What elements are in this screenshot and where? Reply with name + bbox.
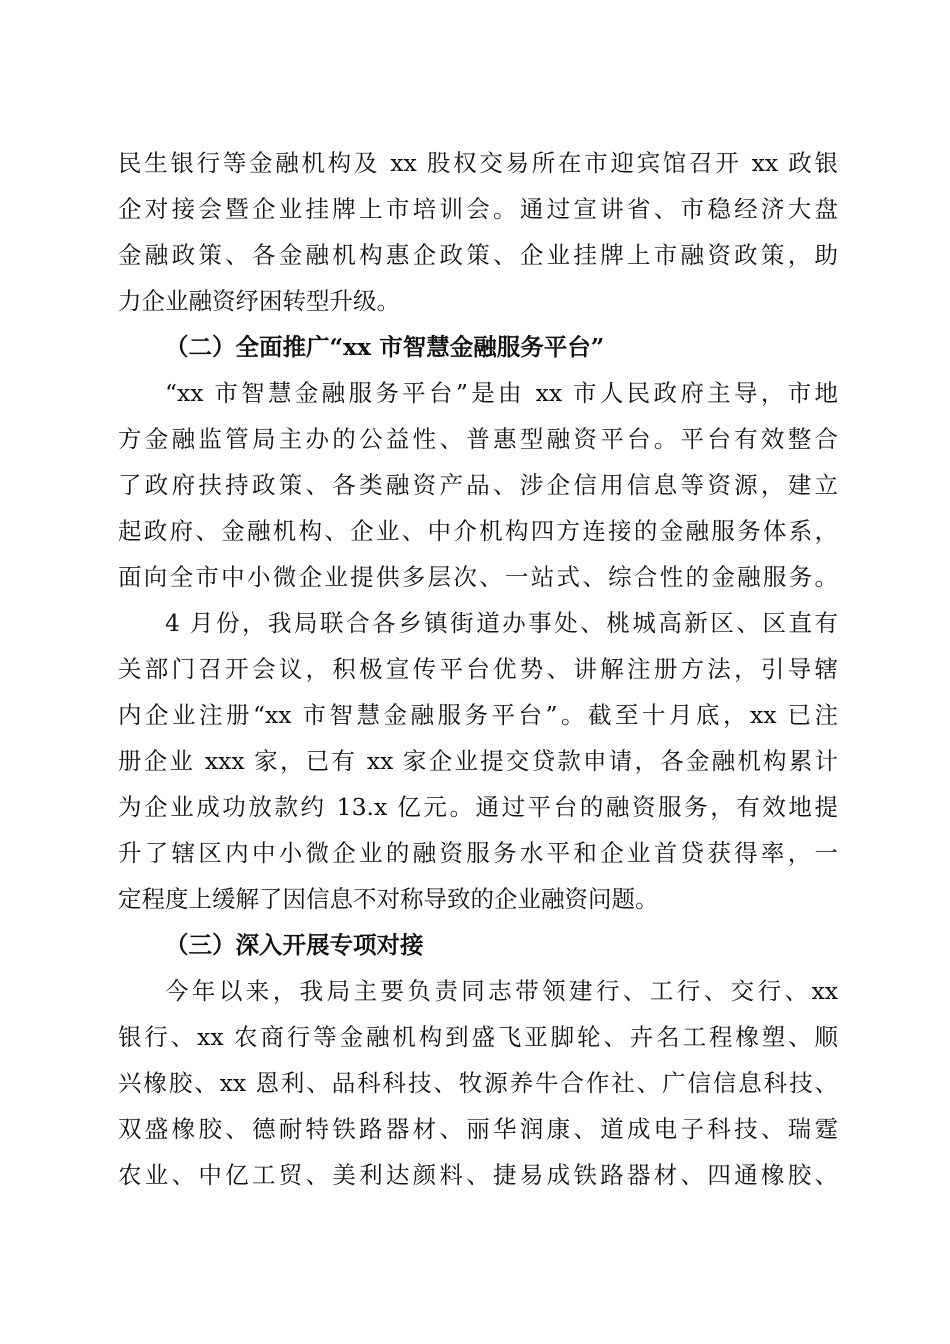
paragraph-line: 今年以来，我局主要负责同志带领建行、工行、交行、xx	[165, 977, 838, 1005]
section-heading-3: （三）深入开展专项对接	[165, 931, 424, 959]
paragraph-line: 方金融监管局主办的公益性、普惠型融资平台。平台有效整合	[118, 425, 838, 453]
paragraph-line: 升了辖区内中小微企业的融资服务水平和企业首贷获得率，一	[118, 839, 838, 867]
paragraph-line: 民生银行等金融机构及 xx 股权交易所在市迎宾馆召开 xx 政银	[118, 149, 838, 177]
paragraph-line: 双盛橡胶、德耐特铁路器材、丽华润康、道成电子科技、瑞霆	[118, 1115, 838, 1143]
paragraph-line: 力企业融资纾困转型升级。	[118, 287, 400, 315]
paragraph-line: 银行、xx 农商行等金融机构到盛飞亚脚轮、卉名工程橡塑、顺	[118, 1023, 838, 1051]
paragraph-line: 册企业 xxx 家，已有 xx 家企业提交贷款申请，各金融机构累计	[118, 747, 838, 775]
paragraph-line: 起政府、金融机构、企业、中介机构四方连接的金融服务体系，	[118, 517, 838, 545]
section-heading-2: （二）全面推广“xx 市智慧金融服务平台”	[165, 333, 605, 361]
paragraph-line: 为企业成功放款约 13.x 亿元。通过平台的融资服务，有效地提	[118, 793, 838, 821]
paragraph-line: 金融政策、各金融机构惠企政策、企业挂牌上市融资政策，助	[118, 241, 838, 269]
paragraph-line: 兴橡胶、xx 恩利、品科科技、牧源养牛合作社、广信信息科技、	[118, 1069, 838, 1097]
paragraph-line: 4 月份，我局联合各乡镇街道办事处、桃城高新区、区直有	[165, 609, 838, 637]
paragraph-line: 定程度上缓解了因信息不对称导致的企业融资问题。	[118, 885, 659, 913]
paragraph-line: 农业、中亿工贸、美利达颜料、捷易成铁路器材、四通橡胶、	[118, 1161, 838, 1189]
paragraph-line: 企对接会暨企业挂牌上市培训会。通过宣讲省、市稳经济大盘	[118, 195, 838, 223]
paragraph-line: 关部门召开会议，积极宣传平台优势、讲解注册方法，引导辖	[118, 655, 838, 683]
paragraph-line: 面向全市中小微企业提供多层次、一站式、综合性的金融服务。	[118, 563, 838, 591]
paragraph-line: “xx 市智慧金融服务平台”是由 xx 市人民政府主导，市地	[165, 379, 838, 407]
paragraph-line: 了政府扶持政策、各类融资产品、涉企信用信息等资源，建立	[118, 471, 838, 499]
paragraph-line: 内企业注册“xx 市智慧金融服务平台”。截至十月底，xx 已注	[118, 701, 838, 729]
